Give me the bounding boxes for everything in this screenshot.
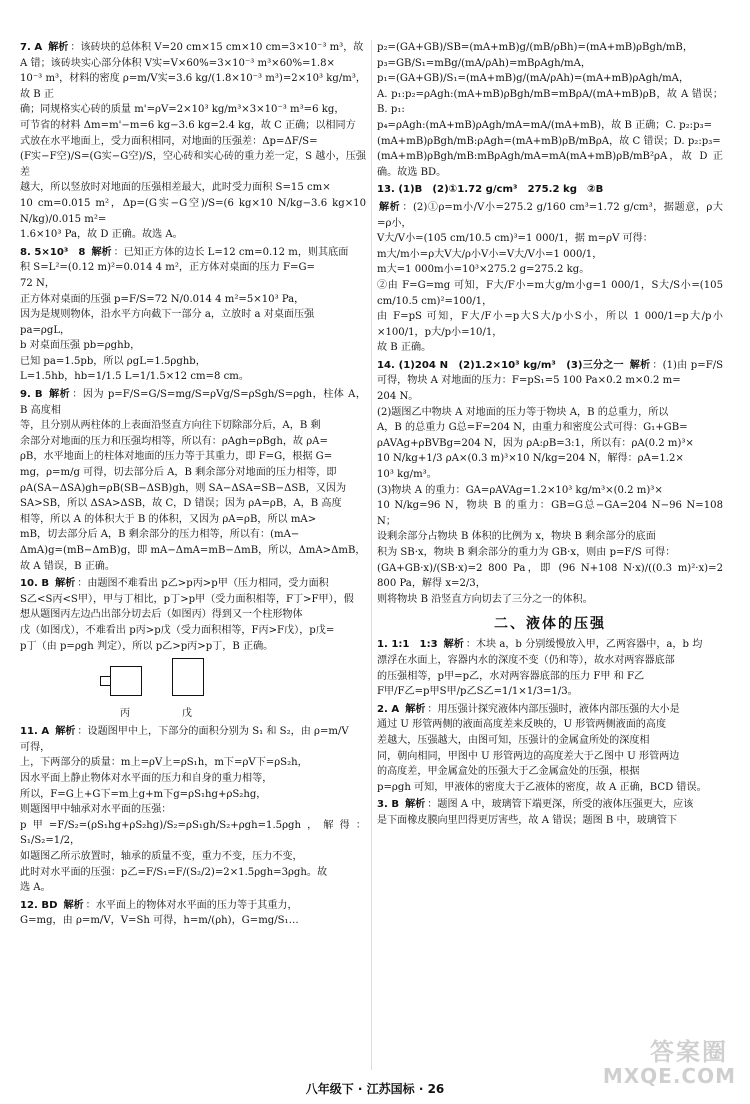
left-answer-item [20,245,366,385]
left-answer-item [20,576,366,654]
text-line: 的压强相等，p甲=p乙，水对两容器底部的压力 F甲 和 F乙 [377,670,645,682]
text-line: G=mg，由 ρ=m/V，V=Sh 可得，h=m/(ρh)，G=mg/S₁… [20,915,299,927]
analysis-tag: 解析 [55,726,76,738]
text-line: 故 A 错误，B 正确。 [20,560,115,572]
text-line: p₃=GB/S₁=mBg/(mA/ρAh)=mBρAgh/mA， [377,57,591,69]
text-line: ：木块 a，b 分别缓慢放入甲，乙两容器中，a，b 均 [465,639,703,651]
text-line: (2)题图乙中物块 A 对地面的压力等于物块 A，B 的总重力，所以 [377,406,669,418]
text-line: 204 N。 [377,391,419,403]
text-line: m大/m小=ρ大V大/ρ小V小=V大/V小=1 000/1， [377,248,603,260]
text-line: ：该砖块的总体积 V=20 cm×15 cm×10 cm=3×10⁻³ m³，故 [70,42,364,53]
text-line: L=1.5hb，hb=1/1.5 L=1/1.5×12 cm=8 cm。 [20,371,249,383]
text-line: 由 F=pS 可知，F大/F小=p大S大/p小S小，所以 1 000/1=p大/p小×100/1，p大/p小=10/1， [377,311,723,338]
text-line: 可得， [20,741,51,753]
text-line: A. p₁:p₂=ρAgh:(mA+mB)ρBgh/mB=mBρA/(mA+mB)ρB，故 A 错误；B. p₁: [377,88,723,116]
text-line: 通过 U 形管两侧的液面高度差来反映的，U 形管两侧液面的高度 [377,719,667,731]
right-column [377,40,723,831]
left-column [20,40,366,931]
answer-number: 13. (1)B (2)①1.72 g/cm³ 275.2 kg ②B [377,184,604,196]
analysis-tag: 解析 [379,201,401,213]
text-line: 的高度差，甲金属盒处的压强大于乙金属盒处的压强，根据 [377,766,640,778]
text-line: 是下面橡皮膜向里凹得更厉害些，故 A 错误；题图 B 中，玻璃管下 [377,814,678,826]
column-divider [371,40,372,1070]
analysis-tag: 解析 [63,899,84,911]
text-line: pa=ρgL， [20,324,71,336]
answer-number: 8. 5×10³ 8 [20,246,86,258]
text-line: 上，下两部分的质量：m上=ρV上=ρS₁h，m下=ρV下=ρS₂h， [20,757,308,769]
text-line: p=ρgh 可知，甲液体的密度大于乙液体的密度，故 A 正确，BCD 错误。 [377,781,707,793]
text-line: 积 S=L²=(0.12 m)²=0.014 4 m²，正方体对桌面的压力 F=G= [20,262,315,274]
text-line: 差越大，压强越大，由图可知，压强计的金属盒所处的深度相 [377,734,650,746]
text-line: p甲=F/S₂=(ρS₁hg+ρS₂hg)/S₂=ρS₁gh/S₂+ρgh=1.5ρgh，解得：S₁/S₂=1/2， [20,819,366,847]
text-line: 积为 SB·x，物块 B 剩余部分的重力为 GB·x，则由 p=F/S 可得： [377,547,676,558]
text-line: ②由 F=G=mg 可知，F大/F小=m大g/m小g=1 000/1，S大/S小=(105 cm/10.5 cm)²=100/1， [377,279,723,307]
figure-bing-wu [100,658,260,722]
text-line: 等，且分别从两柱体的上表面沿竖直方向往下切除部分后，A，B 剩 [20,420,321,432]
answer-number: 7. A [20,42,43,53]
left-answer-item [20,387,366,574]
text-line: ：设题图甲中上，下部分的面积分别为 S₁ 和 S₂，由 ρ=m/V [77,726,349,738]
answer-number: 1. 1:1 1:3 [377,639,438,651]
text-line: p₁=(GA+GB)/S₁=(mA+mB)g/(mA/ρAh)=(mA+mB)ρAgh/mA， [377,73,690,85]
text-line: 确；同规格实心砖的质量 m'=ρV=2×10³ kg/m³×3×10⁻³ m³=6 kg， [20,104,345,116]
analysis-tag: 解析 [405,799,426,811]
text-line: 想从题图丙左边凸出部分切去后（如图丙）得到又一个柱形物体 [20,609,303,621]
right-answer-item [377,182,723,198]
figure-bing-block [110,666,142,696]
text-line: 已知 pa=1.5pb，所以 ρgL=1.5ρghb， [20,355,206,367]
text-line: ：(2)①ρ=m小/V小=275.2 g/160 cm³=1.72 g/cm³，据题意，ρ大=ρ小， [377,201,724,229]
text-line: 余部分对地面的压力和压强均相等，所以有：ρAgh=ρBgh，故 ρA= [20,435,328,447]
analysis-tag: 解析 [91,246,112,258]
text-line: m大=1 000m小=10³×275.2 g=275.2 kg。 [377,264,590,276]
text-line: SA>SB，所以 ΔSA>ΔSB，故 C，D 错误；因为 ρA=ρB，A，B 高度 [20,498,342,510]
text-line: 式放在水平地面上，受力面积相同，对地面的压强差：Δp=ΔF/S= [20,135,318,147]
right-answer-item [377,637,723,699]
text-line: ρB，水平地面上的柱体对地面的压力等于其重力，即 F=G，根据 G= [20,451,333,463]
text-line: 因为是规则物体，沿水平方向截下一部分 a，立放时 a 对桌面压强 [20,309,315,321]
text-line: ρA(SA−ΔSA)gh=ρB(SB−ΔSB)gh，则 SA−ΔSA=SB−ΔSB，又因为 [20,482,347,494]
right-answer-item [377,358,723,608]
text-line: ：已知正方体的边长 L=12 cm=0.12 m，则其底面 [113,246,349,258]
text-line: 1.6×10³ Pa，故 D 正确。故选 A。 [20,229,183,241]
text-line: 因水平面上静止物体对水平面的压力和自身的重力相等， [20,772,273,784]
right-answer-item [377,40,723,180]
figure-wu-block [172,658,204,696]
text-line: ：水平面上的物体对水平面的压力等于其重力， [85,899,298,911]
answer-number: 11. A [20,726,50,738]
text-line: ρAVAg+ρBVBg=204 N，因为 ρA:ρB=3:1，所以有：ρA(0.2 m)³× [377,437,694,449]
text-line: p₂=(GA+GB)/SB=(mA+mB)g/(mB/ρBh)=(mA+mB)ρBgh/mB， [377,42,693,53]
left-answer-item [20,40,366,243]
page-footer: 八年级下 · 江苏国标 · 26 [305,1082,445,1096]
answer-number: 3. B [377,799,400,811]
text-line: A，B 的总重力 G总=F=204 N，由重力和密度公式可得：G₁+GB= [377,422,688,434]
text-line: 故 B 正确。 [377,342,432,354]
text-line: 越大，所以竖放时对地面的压强相差最大，此时受力面积 S=15 cm× [20,182,331,194]
text-line: (GA+GB·x)/(SB·x)=2 800 Pa，即 (96 N+108 N·x)/((0.3 m)²·x)=2 800 Pa，解得 x=2/3， [377,562,723,590]
text-line: 10⁻³ m³，材料的密度 ρ=m/V实=3.6 kg/(1.8×10⁻³ m³)=2×10³ kg/m³，故 B 正 [20,73,366,100]
text-line: mB，切去部分后 A，B 剩余部分的压力相等，所以有：(mA− [20,529,300,541]
text-line: 选 A。 [20,882,51,894]
text-line: ΔmA)g=(mB−ΔmB)g，即 mA−ΔmA=mB−ΔmB，所以，ΔmA>ΔmB， [20,545,366,556]
text-line: 所以，F=G上+G下=m上g+m下g=ρS₁hg+ρS₂hg， [20,788,267,800]
left-answer-item [20,898,366,929]
text-line: 漂浮在水面上，容器内水的深度不变（仍和等），故水对两容器底部 [377,654,675,666]
text-line: 72 N， [20,277,55,289]
section-title: 二、液体的压强 [494,616,606,633]
text-line: 相等，所以 A 的体积大于 B 的体积，又因为 ρA=ρB，所以 mA> [20,513,317,525]
right-answer-item [377,702,723,796]
text-line: b 对桌面压强 pb=ρghb， [20,340,141,352]
text-line: 10 N/kg+1/3 ρA×(0.3 m)³×10 N/kg=204 N，解得：ρA=1.2× [377,453,684,465]
analysis-tag: 解析 [443,639,464,651]
watermark-logo: 答案圈 MXQE.COM [602,1038,736,1088]
text-line: ：由题图不难看出 p乙>p丙>p甲（压力相同，受力面积 [77,578,329,590]
text-line: (F实−F空)/S=(G实−G空)/S，空心砖和实心砖的重力差一定，S 越小，压强差 [20,151,366,178]
text-line: ：题图 A 中，玻璃管下端更深，所受的液体压强更大，应该 [427,799,694,811]
text-line: 10 cm=0.015 m²，Δp=(G实−G空)/S=(6 kg×10 N/kg−3.6 kg×10 N/kg)/0.015 m²= [20,197,366,225]
text-line: (3)物块 A 的重力：GA=ρAVAg=1.2×10³ kg/m³×(0.2 m)³× [377,484,663,496]
text-line: A 错；该砖块实心部分体积 V实=V×60%=3×10⁻³ m³×60%=1.8× [20,57,336,69]
answer-number: 10. B [20,578,50,590]
right-answer-item [377,200,723,356]
text-line: F甲/F乙=p甲S甲/p乙S乙=1/1×1/3=1/3。 [377,686,578,698]
text-line: 此时对水平面的压强：p乙=F/S₁=F/(S₂/2)=2×1.5ρgh=3ρgh。故 [20,866,328,878]
analysis-tag: 解析 [48,389,71,401]
text-line: p丁（由 p=ρgh 判定），所以 p乙>p丙>p丁，B 正确。 [20,640,274,652]
text-line: ：(1)由 p=F/S 可得，物块 A 对地面的压力：F=pS₁=5 100 Pa×0.2 m×0.2 m= [377,359,724,387]
answer-number: 2. A [377,703,400,715]
text-line: 则将物块 B 沿竖直方向切去了三分之一的体积。 [377,593,593,605]
text-line: p₄=ρAgh:(mA+mB)ρAgh/mA=mA/(mA+mB)，故 B 正确；C. p₂:p₃= [377,119,713,131]
text-line: 同，朝向相同，甲图中 U 形管两边的高度差大于乙图中 U 形管两边 [377,750,680,762]
text-line: 可节省的材料 Δm=m'−m=6 kg−3.6 kg=2.4 kg，故 C 正确；以相同方 [20,119,356,131]
text-line: 设剩余部分占物块 B 体积的比例为 x，物块 B 剩余部分的底面 [377,531,656,543]
text-line: mg，ρ=m/g 可得，切去部分后 A，B 剩余部分对地面的压力相等，即 [20,467,337,479]
answer-number: 9. B [20,389,43,401]
text-line: 正方体对桌面的压强 p=F/S=72 N/0.014 4 m²=5×10³ Pa， [20,293,305,305]
text-line: 如题图乙所示放置时，轴承的质量不变，重力不变，压力不变， [20,850,303,862]
text-line: 戊（如图戊），不难看出 p丙>p戊（受力面积相等，F丙>F戊），p戊= [20,624,335,636]
answer-number: 12. BD [20,899,58,911]
analysis-tag: 解析 [55,578,76,590]
answer-number: 14. (1)204 N (2)1.2×10³ kg/m³ (3)三分之一 [377,359,624,371]
text-line: ：用压强计探究液体内部压强时，液体内部压强的大小是 [427,703,680,715]
left-answer-item [20,724,366,896]
text-line: V大/V小=(105 cm/10.5 cm)³=1 000/1，据 m=ρV 可得： [377,233,653,245]
analysis-tag: 解析 [629,359,651,371]
text-line: (mA+mB)ρBgh/mB:mBρAgh/mA=mA(mA+mB)ρB/mB²ρA，故 D 正确。故选 BD。 [377,151,723,178]
text-line: 则题图甲中轴承对水平面的压强： [20,804,172,816]
text-line: S乙<S丙<S甲），甲与丁相比，p丁>p甲（受力面积相等，F丁>F甲），假 [20,593,354,605]
analysis-tag: 解析 [48,42,69,53]
text-line: 10³ kg/m³。 [377,469,437,481]
text-line: (mA+mB)ρBgh/mB:ρAgh=(mA+mB)ρB/mBρA，故 C 错误；D. p₂:p₃= [377,135,721,147]
figure-label-bing: 丙 [120,708,130,720]
figure-label-wu: 戊 [182,708,192,720]
text-line: ：因为 p=F/S=G/S=mg/S=ρVg/S=ρSgh/S=ρgh，柱体 A，B 高度相 [20,389,367,416]
analysis-tag: 解析 [405,703,426,715]
text-line: 10 N/kg=96 N，物块 B 的重力：GB=G总−GA=204 N−96 N=108 N； [377,500,723,527]
right-answer-item [377,797,723,828]
